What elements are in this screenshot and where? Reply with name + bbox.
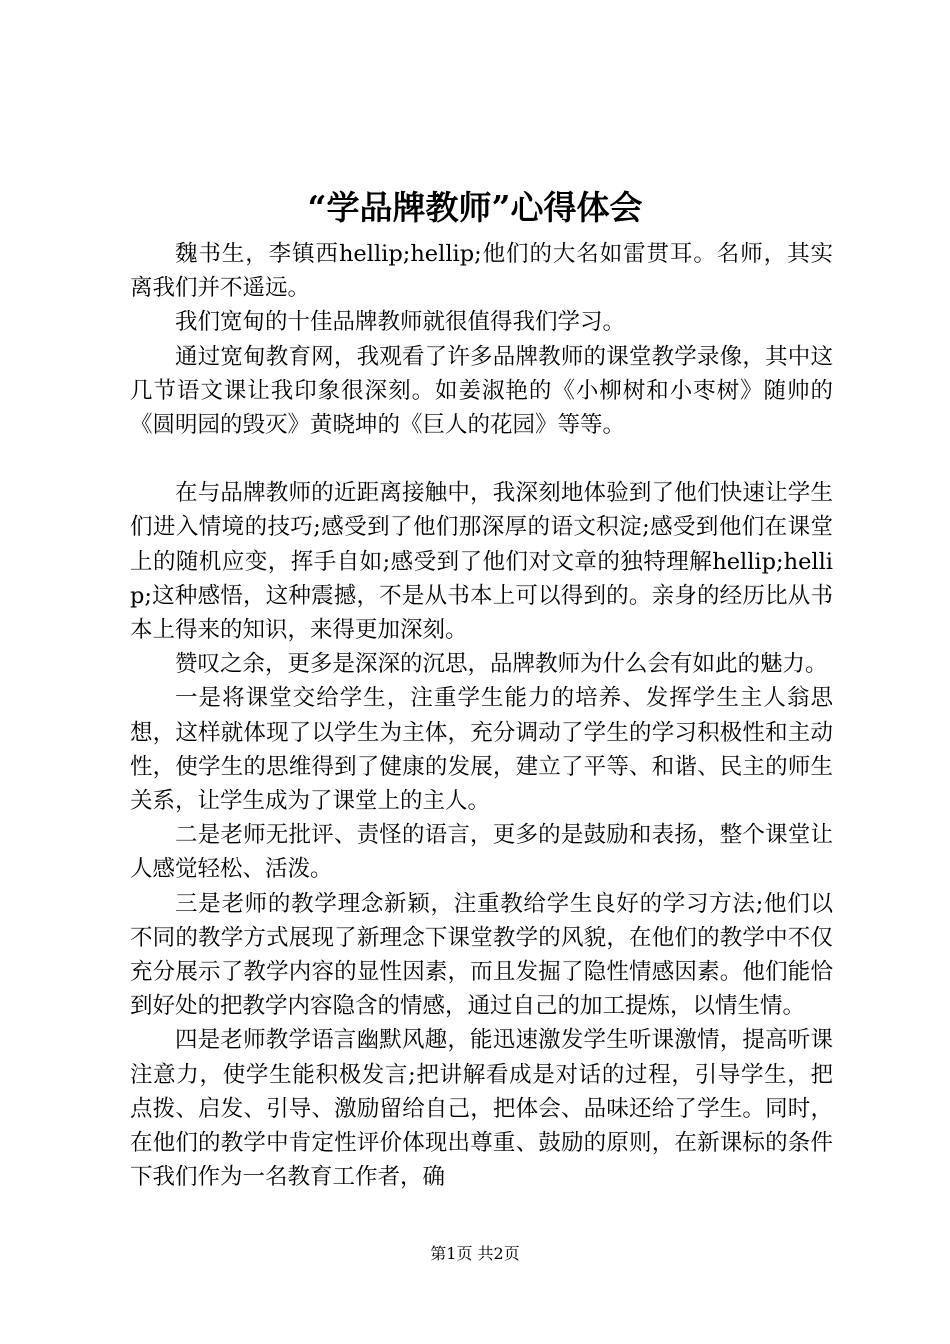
paragraph-3: 通过宽甸教育网，我观看了许多品牌教师的课堂教学录像，其中这几节语文课让我印象很深刻。如姜淑艳的《小柳树和小枣树》随帅的《圆明园的毁灭》黄晓坤的《巨人的花园》等等。 [130, 343, 833, 439]
page-footer: 第1页 共2页 [430, 1244, 520, 1263]
paragraph-5: 赞叹之余，更多是深深的沉思，品牌教师为什么会有如此的魅力。 [175, 651, 828, 678]
paragraph-spacer [130, 442, 833, 476]
paragraph-2: 我们宽甸的十佳品牌教师就很值得我们学习。 [175, 309, 626, 336]
paragraph-1: 魏书生，李镇西hellip;hellip;他们的大名如雷贯耳。名师，其实离我们并不遥远。 [130, 241, 833, 302]
paragraph-6: 一是将课堂交给学生，注重学生能力的培养、发挥学生主人翁思想，这样就体现了以学生为主体，充分调动了学生的学习积极性和主动性，使学生的思维得到了健康的发展，建立了平等、和谐、民主的师生关系，让学生成为了课堂上的主人。 [130, 685, 833, 815]
document-body [130, 237, 833, 1194]
paragraph-8: 三是老师的教学理念新颖，注重教给学生良好的学习方法;他们以不同的教学方式展现了新理念下课堂教学的风貌，在他们的教学中不仅充分展示了教学内容的显性因素，而且发掘了隐性情感因素。他们能恰到好处的把教学内容隐含的情感，通过自己的加工提炼，以情生情。 [130, 890, 833, 1020]
paragraph-7: 二是老师无批评、责怪的语言，更多的是鼓励和表扬，整个课堂让人感觉轻松、活泼。 [130, 822, 833, 883]
page-title: “学品牌教师”心得体会 [307, 188, 643, 227]
paragraph-4: 在与品牌教师的近距离接触中，我深刻地体验到了他们快速让学生们进入情境的技巧;感受到了他们那深厚的语文积淀;感受到他们在课堂上的随机应变，挥手自如;感受到了他们对文章的独特理解hellip;hellip;这种感悟，这种震撼，不是从书本上可以得到的。亲身的经历比从书本上得来的知识，来得更加深刻。 [130, 480, 833, 644]
paragraph-9: 四是老师教学语言幽默风趣，能迅速激发学生听课激情，提高听课注意力，使学生能积极发言;把讲解看成是对话的过程，引导学生，把点拨、启发、引导、激励留给自己，把体会、品味还给了学生。同时，在他们的教学中肯定性评价体现出尊重、鼓励的原则，在新课标的条件下我们作为一名教育工作者，确 [130, 1027, 833, 1191]
